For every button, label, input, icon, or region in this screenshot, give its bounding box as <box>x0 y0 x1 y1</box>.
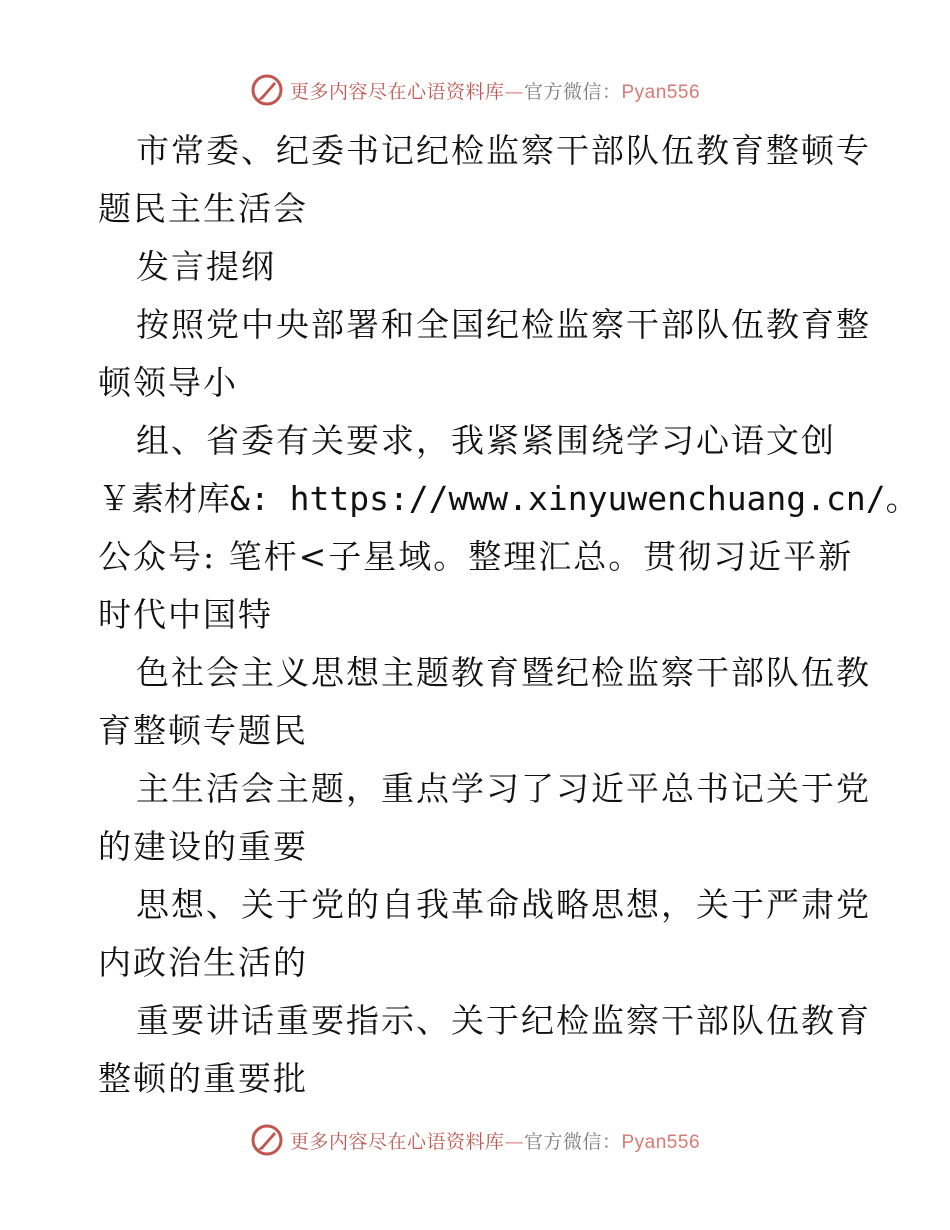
text-line: 按照党中央部署和全国纪检监察干部队伍教育整 <box>136 305 871 344</box>
text-line: 育整顿专题民 <box>98 711 308 750</box>
text-line: 题民主生活会 <box>98 189 308 228</box>
text-line: 色社会主义思想主题教育暨纪检监察干部队伍教 <box>136 653 871 692</box>
text-line: 发言提纲 <box>136 247 276 286</box>
text-line: 主生活会主题，重点学习了习近平总书记关于党 <box>136 769 871 808</box>
text-line: 整顿的重要批 <box>98 1059 308 1098</box>
header-watermark <box>0 70 950 110</box>
text-line: 重要讲话重要指示、关于纪检监察干部队伍教育 <box>136 1001 871 1040</box>
text-line: 思想、关于党的自我革命战略思想，关于严肃党 <box>136 885 871 924</box>
quill-pen-icon <box>250 1123 284 1157</box>
watermark-brand: 更多内容尽在心语资料库 <box>289 80 505 103</box>
text-line: 公众号: 笔杆<子星域。整理汇总。贯彻习近平新 <box>98 537 854 576</box>
text-line: 组、省委有关要求，我紧紧围绕学习心语文创 <box>136 421 836 460</box>
watermark-wechat-id: Pyan556 <box>621 81 701 103</box>
watermark-wechat-label: 官方微信： <box>523 1130 622 1153</box>
document-body <box>98 122 919 1108</box>
quill-pen-icon <box>250 73 284 107</box>
footer-watermark <box>0 1120 950 1160</box>
text-line: 时代中国特 <box>98 595 273 634</box>
watermark-wechat-id: Pyan556 <box>621 1131 701 1153</box>
watermark-text <box>290 1127 700 1154</box>
text-line: 内政治生活的 <box>98 943 308 982</box>
watermark-separator: — <box>504 1130 524 1153</box>
text-line-url: ￥素材库&: https://www.xinyuwenchuang.cn/。 <box>98 479 919 518</box>
watermark-separator: — <box>504 80 524 103</box>
text-line: 市常委、纪委书记纪检监察干部队伍教育整顿专 <box>136 131 871 170</box>
watermark-text <box>290 77 700 104</box>
watermark-brand: 更多内容尽在心语资料库 <box>289 1130 505 1153</box>
text-line: 的建设的重要 <box>98 827 308 866</box>
text-line: 顿领导小 <box>98 363 238 402</box>
watermark-wechat-label: 官方微信： <box>523 80 622 103</box>
